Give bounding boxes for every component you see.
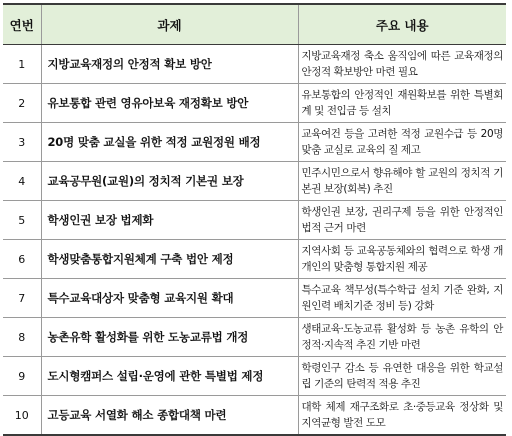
row-number: 8: [3, 318, 41, 357]
row-description: 생태교육·도농교류 활성화 등 농촌 유학의 안정적·지속적 추진 기반 마련: [298, 318, 506, 357]
policy-tasks-table: [3, 3, 506, 436]
table-row: [3, 84, 506, 123]
row-description: 교육여건 등을 고려한 적정 교원수급 등 20명 맞춤 교실로 교육의 질 제고: [298, 123, 506, 162]
policy-table-container: [3, 3, 506, 436]
row-task: 유보통합 관련 영유아보육 재정확보 방안: [41, 84, 298, 123]
row-number: 2: [3, 84, 41, 123]
header-task: 과제: [41, 4, 298, 45]
row-description: 학령인구 감소 등 유연한 대응을 위한 학교설립 기준의 탄력적 적용 추진: [298, 357, 506, 396]
row-number: 3: [3, 123, 41, 162]
row-task: 도시형캠퍼스 설립·운영에 관한 특별법 제정: [41, 357, 298, 396]
row-number: 6: [3, 240, 41, 279]
table-header-row: [3, 4, 506, 45]
row-task: 학생인권 보장 법제화: [41, 201, 298, 240]
table-row: [3, 123, 506, 162]
table-row: [3, 396, 506, 436]
row-task: 학생맞춤통합지원체계 구축 법안 제정: [41, 240, 298, 279]
row-task: 20명 맞춤 교실을 위한 적정 교원정원 배정: [41, 123, 298, 162]
row-description: 학생인권 보장, 권리구제 등을 위한 안정적인 법적 근거 마련: [298, 201, 506, 240]
row-number: 10: [3, 396, 41, 436]
row-task: 지방교육재정의 안정적 확보 방안: [41, 45, 298, 84]
row-number: 7: [3, 279, 41, 318]
row-task: 고등교육 서열화 해소 종합대책 마련: [41, 396, 298, 436]
row-task: 특수교육대상자 맞춤형 교육지원 확대: [41, 279, 298, 318]
table-row: [3, 45, 506, 84]
table-row: [3, 279, 506, 318]
row-task: 농촌유학 활성화를 위한 도농교류법 개정: [41, 318, 298, 357]
row-description: 특수교육 책무성(특수학급 설치 기준 완화, 지원인력 배치기준 정비 등) 강화: [298, 279, 506, 318]
row-description: 지역사회 등 교육공동체와의 협력으로 학생 개개인의 맞춤형 통합지원 제공: [298, 240, 506, 279]
row-number: 9: [3, 357, 41, 396]
table-row: [3, 318, 506, 357]
row-description: 민주시민으로서 향유해야 할 교원의 정치적 기본권 보장(회복) 추진: [298, 162, 506, 201]
row-task: 교육공무원(교원)의 정치적 기본권 보장: [41, 162, 298, 201]
header-number: 연번: [3, 4, 41, 45]
row-description: 유보통합의 안정적인 재원확보를 위한 특별회계 및 전입금 등 설치: [298, 84, 506, 123]
table-row: [3, 162, 506, 201]
table-row: [3, 240, 506, 279]
row-description: 대학 체제 재구조화로 초·중등교육 정상화 및 지역균형 발전 도모: [298, 396, 506, 436]
row-number: 5: [3, 201, 41, 240]
table-row: [3, 201, 506, 240]
row-number: 4: [3, 162, 41, 201]
header-main-content: 주요 내용: [298, 4, 506, 45]
table-row: [3, 357, 506, 396]
row-description: 지방교육재정 축소 움직임에 따른 교육재정의 안정적 확보방안 마련 필요: [298, 45, 506, 84]
row-number: 1: [3, 45, 41, 84]
